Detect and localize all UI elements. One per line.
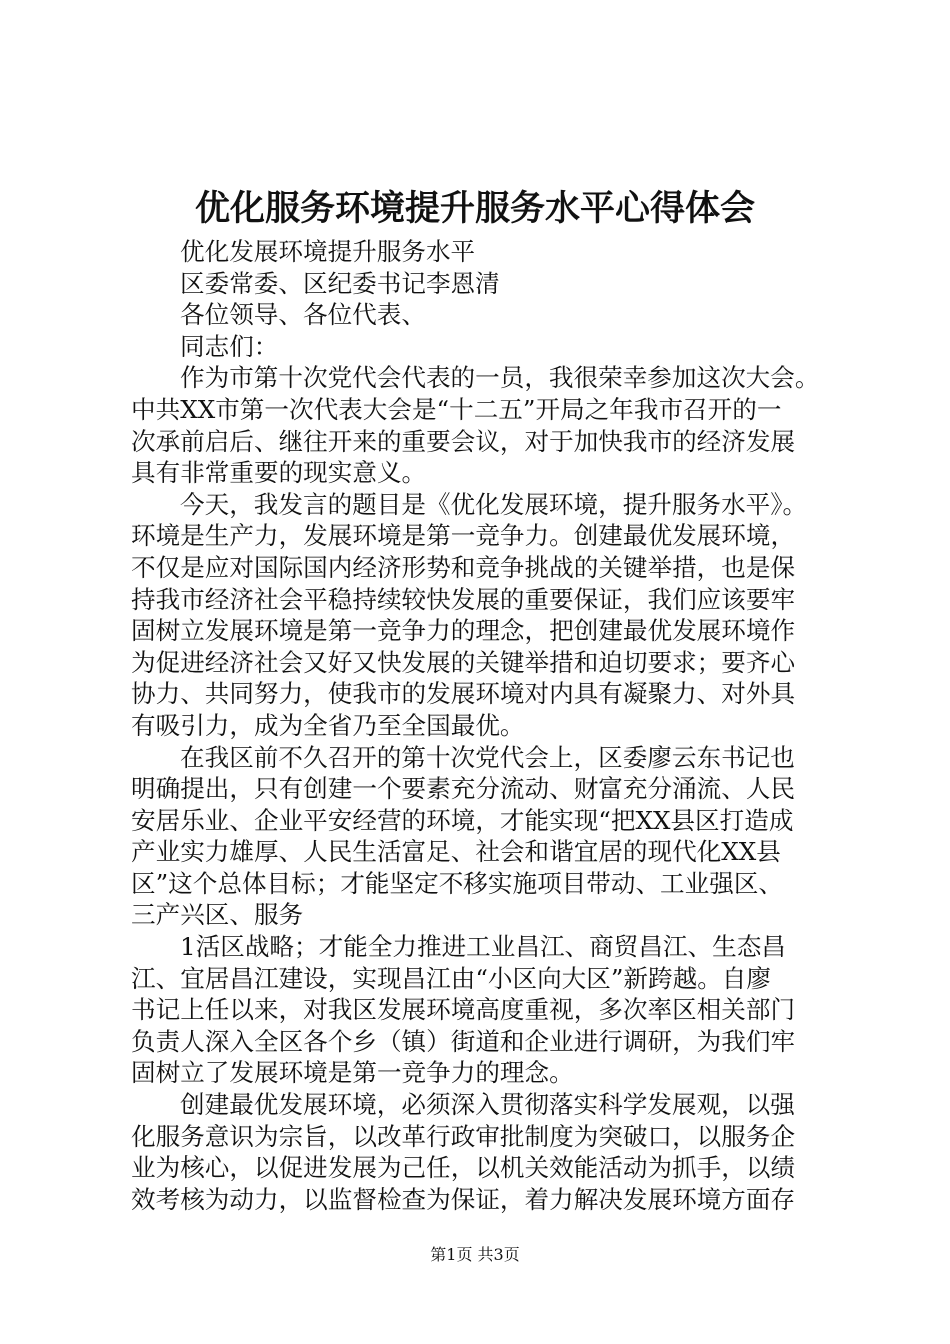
body-line: 固树立了发展环境是第一竞争力的理念。: [131, 1058, 574, 1088]
body-line: 区委常委、区纪委书记李恩清: [180, 268, 500, 298]
body-line: 三产兴区、服务: [131, 900, 304, 930]
body-line: 具有非常重要的现实意义。: [131, 458, 427, 488]
body-line: 优化发展环境提升服务水平: [180, 237, 476, 266]
body-line: 在我区前不久召开的第十次党代会上，区委廖云东书记也: [180, 742, 795, 772]
body-line: 环境是生产力，发展环境是第一竞争力。创建最优发展环境，: [131, 521, 796, 551]
body-line: 1活区战略；才能全力推进工业昌江、商贸昌江、生态昌: [180, 932, 786, 962]
body-line: 持我市经济社会平稳持续较快发展的重要保证，我们应该要牢: [131, 584, 796, 614]
body-line: 中共XX市第一次代表大会是“十二五”开局之年我市召开的一: [131, 394, 782, 424]
body-line: 同志们：: [180, 331, 279, 361]
body-line: 明确提出，只有创建一个要素充分流动、财富充分涌流、人民: [131, 774, 796, 804]
body-line: 有吸引力，成为全省乃至全国最优。: [131, 710, 525, 740]
body-line: 次承前启后、继往开来的重要会议，对于加快我市的经济发展: [131, 426, 796, 456]
body-line: 区”这个总体目标；才能坚定不移实施项目带动、工业强区、: [131, 868, 784, 898]
body-line: 江、宜居昌江建设，实现昌江由“小区向大区”新跨越。自廖: [131, 963, 771, 993]
body-line: 化服务意识为宗旨，以改革行政审批制度为突破口，以服务企: [131, 1121, 796, 1151]
document-body: [131, 236, 831, 1215]
body-line: 不仅是应对国际国内经济形势和竞争挑战的关键举措，也是保: [131, 552, 796, 582]
body-line: 为促进经济社会又好又快发展的关键举措和迫切要求；要齐心: [131, 647, 796, 677]
body-line: 产业实力雄厚、人民生活富足、社会和谐宜居的现代化XX县: [131, 837, 781, 867]
body-line: 固树立发展环境是第一竞争力的理念，把创建最优发展环境作: [131, 616, 796, 646]
body-line: 书记上任以来，对我区发展环境高度重视，多次率区相关部门: [131, 995, 796, 1025]
body-line: 业为核心，以促进发展为己任，以机关效能活动为抓手，以绩: [131, 1153, 796, 1183]
body-line: 负责人深入全区各个乡（镇）街道和企业进行调研，为我们牢: [131, 1026, 796, 1056]
body-line: 效考核为动力，以监督检查为保证，着力解决发展环境方面存: [131, 1184, 796, 1214]
body-line: 安居乐业、企业平安经营的环境，才能实现“把XX县区打造成: [131, 805, 794, 835]
body-line: 各位领导、各位代表、: [180, 300, 426, 330]
body-line: 作为市第十次党代会代表的一员，我很荣幸参加这次大会。: [180, 363, 820, 393]
page-footer: 第1页 共3页: [430, 1245, 520, 1264]
body-line: 协力、共同努力，使我市的发展环境对内具有凝聚力、对外具: [131, 679, 796, 709]
body-line: 今天，我发言的题目是《优化发展环境，提升服务水平》。: [180, 489, 808, 519]
body-line: 创建最优发展环境，必须深入贯彻落实科学发展观，以强: [180, 1090, 795, 1120]
document-title: 优化服务环境提升服务水平心得体会: [194, 188, 755, 229]
